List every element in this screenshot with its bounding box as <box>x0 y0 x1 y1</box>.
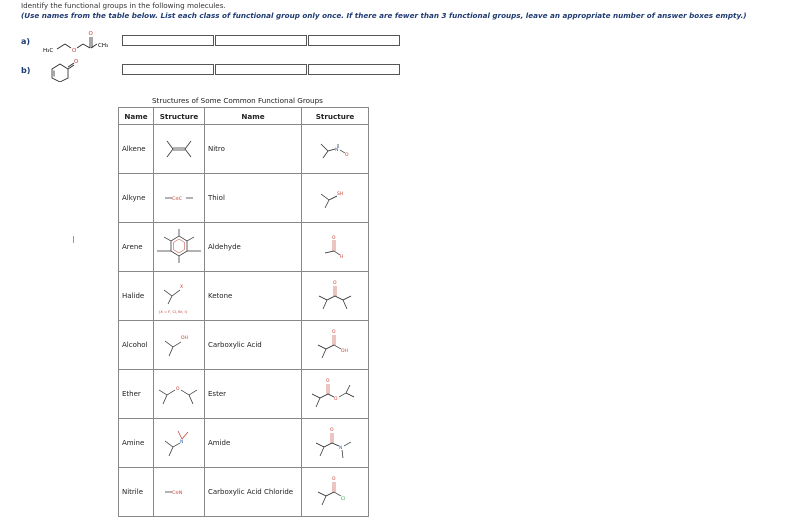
mol-a-keto-o: O <box>88 31 93 37</box>
name-ether: Ether <box>119 370 154 419</box>
table-row <box>119 370 369 419</box>
part-a-label: a) <box>21 37 31 46</box>
alkyne-structure-icon <box>159 183 199 213</box>
ketone-o-label: O <box>333 281 337 286</box>
alkyne-label: C≡C <box>172 197 183 202</box>
acid-chloride-o-label: O <box>332 477 336 482</box>
header-structure-right: Structure <box>302 108 369 125</box>
thiol-structure-icon <box>313 183 357 213</box>
structure-amide <box>302 419 369 468</box>
answer-a3-input[interactable] <box>308 35 400 46</box>
nitro-structure-icon <box>313 134 357 164</box>
table-row <box>119 174 369 223</box>
nitro-n-label: N <box>335 148 339 153</box>
name-carboxylic-acid-chloride: Carboxylic Acid Chloride <box>205 468 302 517</box>
structure-ketone <box>302 272 369 321</box>
header-structure-left: Structure <box>154 108 205 125</box>
name-amide: Amide <box>205 419 302 468</box>
table-row <box>119 321 369 370</box>
name-alcohol: Alcohol <box>119 321 154 370</box>
acid-chloride-cl-label: Cl <box>341 497 346 502</box>
amide-structure-icon <box>310 425 360 461</box>
halide-note: (X = F, Cl, Br, I) <box>159 310 187 314</box>
table-row <box>119 223 369 272</box>
acid-oh-label: OH <box>341 349 348 354</box>
thiol-sh-label: SH <box>337 192 344 197</box>
name-ketone: Ketone <box>205 272 302 321</box>
amide-n-label: N <box>339 446 343 451</box>
name-aldehyde: Aldehyde <box>205 223 302 272</box>
mol-a-ether-o: O <box>72 48 77 54</box>
arene-structure-icon <box>154 227 204 267</box>
ether-structure-icon <box>154 378 204 410</box>
name-alkyne: Alkyne <box>119 174 154 223</box>
name-nitro: Nitro <box>205 125 302 174</box>
structure-nitrile <box>154 468 205 517</box>
name-carboxylic-acid: Carboxylic Acid <box>205 321 302 370</box>
structure-carboxylic-acid <box>302 321 369 370</box>
ester-o-label: O <box>334 397 338 402</box>
nitro-o-label: O <box>345 153 349 158</box>
ester-structure-icon <box>307 376 363 412</box>
name-amine: Amine <box>119 419 154 468</box>
structure-ether <box>154 370 205 419</box>
part-b-label: b) <box>21 66 31 75</box>
halide-structure-icon <box>154 276 204 316</box>
structure-halide <box>154 272 205 321</box>
header-name-right: Name <box>205 108 302 125</box>
question-instruction: Identify the functional groups in the following molecules. <box>21 1 226 10</box>
functional-groups-table <box>118 107 369 517</box>
structure-aldehyde <box>302 223 369 272</box>
table-title: Structures of Some Common Functional Groups <box>152 96 323 105</box>
amine-structure-icon <box>157 425 201 461</box>
question-note: (Use names from the table below. List each class of functional group only once. If there are fewer than 3 functional groups, leave an appropriate number of answer boxes empty.) <box>21 11 747 20</box>
name-nitrile: Nitrile <box>119 468 154 517</box>
table-header-row <box>119 108 369 125</box>
aldehyde-structure-icon <box>313 232 357 262</box>
amine-n-label: N <box>180 440 184 445</box>
name-arene: Arene <box>119 223 154 272</box>
halide-x-label: X <box>180 285 184 290</box>
alcohol-oh-label: OH <box>181 336 188 341</box>
nitrile-label: C≡N <box>172 491 183 496</box>
answer-b3-input[interactable] <box>308 64 400 75</box>
answer-a1-input[interactable] <box>122 35 214 46</box>
text-cursor <box>73 236 74 243</box>
amide-o-label: O <box>330 428 334 433</box>
table-row <box>119 125 369 174</box>
mol-a-h3c: H₃C <box>43 48 54 54</box>
name-halide: Halide <box>119 272 154 321</box>
nitrile-structure-icon <box>159 477 199 507</box>
molecule-b-structure <box>40 52 80 82</box>
answer-a2-input[interactable] <box>215 35 307 46</box>
ketone-structure-icon <box>310 278 360 314</box>
structure-amine <box>154 419 205 468</box>
aldehyde-h-label: H <box>340 255 344 260</box>
name-alkene: Alkene <box>119 125 154 174</box>
table-row <box>119 419 369 468</box>
structure-carboxylic-acid-chloride <box>302 468 369 517</box>
aldehyde-o-label: O <box>332 236 336 241</box>
answer-b2-input[interactable] <box>215 64 307 75</box>
carboxylic-acid-structure-icon <box>310 327 360 363</box>
structure-alkene <box>154 125 205 174</box>
alkene-structure-icon <box>159 134 199 164</box>
ether-o-label: O <box>176 387 180 392</box>
alcohol-structure-icon <box>157 329 201 361</box>
structure-alcohol <box>154 321 205 370</box>
name-ester: Ester <box>205 370 302 419</box>
mol-a-ch3: CH₃ <box>98 43 109 49</box>
structure-alkyne <box>154 174 205 223</box>
structure-nitro <box>302 125 369 174</box>
name-thiol: Thiol <box>205 174 302 223</box>
acid-chloride-structure-icon <box>310 474 360 510</box>
structure-arene <box>154 223 205 272</box>
mol-b-o: O <box>74 59 79 65</box>
answer-b1-input[interactable] <box>122 64 214 75</box>
table-row <box>119 272 369 321</box>
acid-o-label: O <box>332 330 336 335</box>
structure-ester <box>302 370 369 419</box>
table-row <box>119 468 369 517</box>
structure-thiol <box>302 174 369 223</box>
ester-carbonyl-o-label: O <box>326 379 330 384</box>
header-name-left: Name <box>119 108 154 125</box>
